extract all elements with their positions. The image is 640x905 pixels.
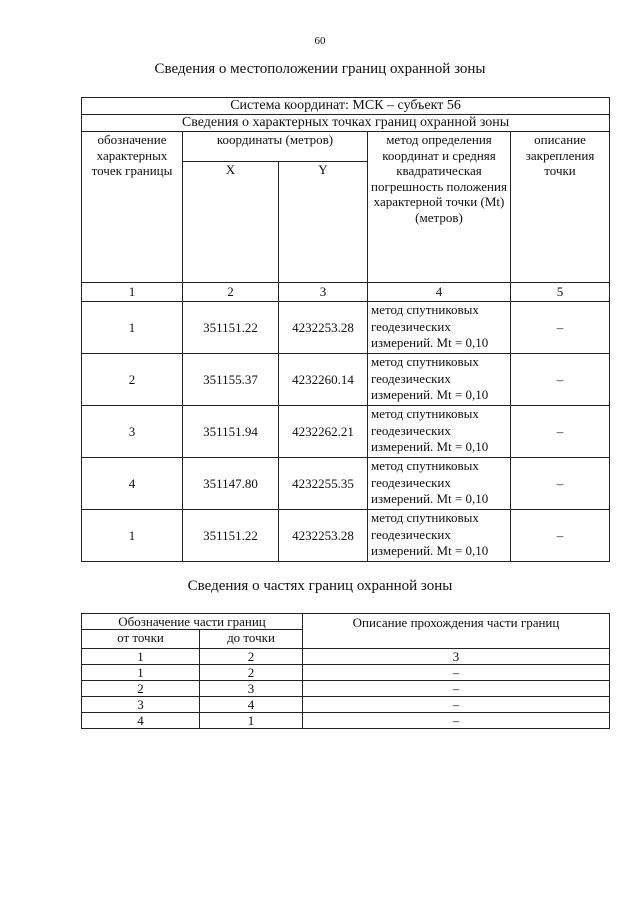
from-point: 3 xyxy=(82,697,200,713)
header-x: X xyxy=(183,162,279,283)
coord-x: 351155.37 xyxy=(183,354,279,406)
table-row xyxy=(82,697,610,713)
coord-system-label: Система координат: МСК – субъект 56 xyxy=(82,98,610,115)
table-row xyxy=(82,302,610,354)
from-point: 4 xyxy=(82,713,200,729)
point-id: 2 xyxy=(82,354,183,406)
coord-y: 4232262.21 xyxy=(279,406,368,458)
column-number: 3 xyxy=(279,283,368,302)
method-text: метод спутниковых геодезических измерений. Mt = 0,10 xyxy=(368,302,511,354)
fixing-description: – xyxy=(511,458,610,510)
method-text: метод спутниковых геодезических измерений. Mt = 0,10 xyxy=(368,406,511,458)
column-number: 3 xyxy=(303,649,610,665)
point-id: 3 xyxy=(82,406,183,458)
parts-column-number-row xyxy=(82,649,610,665)
header-y: Y xyxy=(279,162,368,283)
section-title-boundary-location: Сведения о местоположении границ охранной зоны xyxy=(154,61,486,77)
header-method: метод определения координат и средняя квадратическая погрешность положения характерной точки (Mt) (метров) xyxy=(368,132,511,283)
table-row xyxy=(82,713,610,729)
section-title-boundary-parts: Сведения о частях границ охранной зоны xyxy=(187,578,453,594)
coord-x: 351151.94 xyxy=(183,406,279,458)
part-description: – xyxy=(303,713,610,729)
column-number: 2 xyxy=(200,649,303,665)
fixing-description: – xyxy=(511,510,610,562)
part-description: – xyxy=(303,697,610,713)
fixing-description: – xyxy=(511,406,610,458)
characteristic-points-table xyxy=(81,97,610,562)
table-row xyxy=(82,458,610,510)
header-part-description: Описание прохождения части границ xyxy=(303,614,610,649)
method-text: метод спутниковых геодезических измерений. Mt = 0,10 xyxy=(368,510,511,562)
table-row xyxy=(82,354,610,406)
header-part-designation: Обозначение части границ xyxy=(82,614,303,630)
boundary-parts-table xyxy=(81,613,610,729)
subtitle-row xyxy=(82,115,610,132)
parts-header-row xyxy=(82,614,610,630)
coord-y: 4232255.35 xyxy=(279,458,368,510)
column-number: 4 xyxy=(368,283,511,302)
column-number: 5 xyxy=(511,283,610,302)
table-row xyxy=(82,406,610,458)
header-designation: обозначение характерных точек границы xyxy=(82,132,183,283)
table-row xyxy=(82,681,610,697)
column-number-row xyxy=(82,283,610,302)
point-id: 1 xyxy=(82,510,183,562)
coord-x: 351151.22 xyxy=(183,510,279,562)
coord-x: 351147.80 xyxy=(183,458,279,510)
column-number: 1 xyxy=(82,283,183,302)
coord-system-row xyxy=(82,98,610,115)
column-number: 1 xyxy=(82,649,200,665)
from-point: 2 xyxy=(82,681,200,697)
page-number: 60 xyxy=(314,35,326,47)
coord-y: 4232253.28 xyxy=(279,302,368,354)
column-number: 2 xyxy=(183,283,279,302)
to-point: 4 xyxy=(200,697,303,713)
table-subtitle: Сведения о характерных точках границ охранной зоны xyxy=(82,115,610,132)
header-from-point: от точки xyxy=(82,630,200,649)
to-point: 2 xyxy=(200,665,303,681)
part-description: – xyxy=(303,681,610,697)
point-id: 4 xyxy=(82,458,183,510)
header-description: описание закрепления точки xyxy=(511,132,610,283)
fixing-description: – xyxy=(511,354,610,406)
header-row xyxy=(82,132,610,162)
method-text: метод спутниковых геодезических измерений. Mt = 0,10 xyxy=(368,354,511,406)
coord-x: 351151.22 xyxy=(183,302,279,354)
method-text: метод спутниковых геодезических измерений. Mt = 0,10 xyxy=(368,458,511,510)
fixing-description: – xyxy=(511,302,610,354)
coord-y: 4232253.28 xyxy=(279,510,368,562)
header-to-point: до точки xyxy=(200,630,303,649)
point-id: 1 xyxy=(82,302,183,354)
part-description: – xyxy=(303,665,610,681)
from-point: 1 xyxy=(82,665,200,681)
table-row xyxy=(82,510,610,562)
header-coordinates: координаты (метров) xyxy=(183,132,368,162)
to-point: 3 xyxy=(200,681,303,697)
table-row xyxy=(82,665,610,681)
coord-y: 4232260.14 xyxy=(279,354,368,406)
to-point: 1 xyxy=(200,713,303,729)
